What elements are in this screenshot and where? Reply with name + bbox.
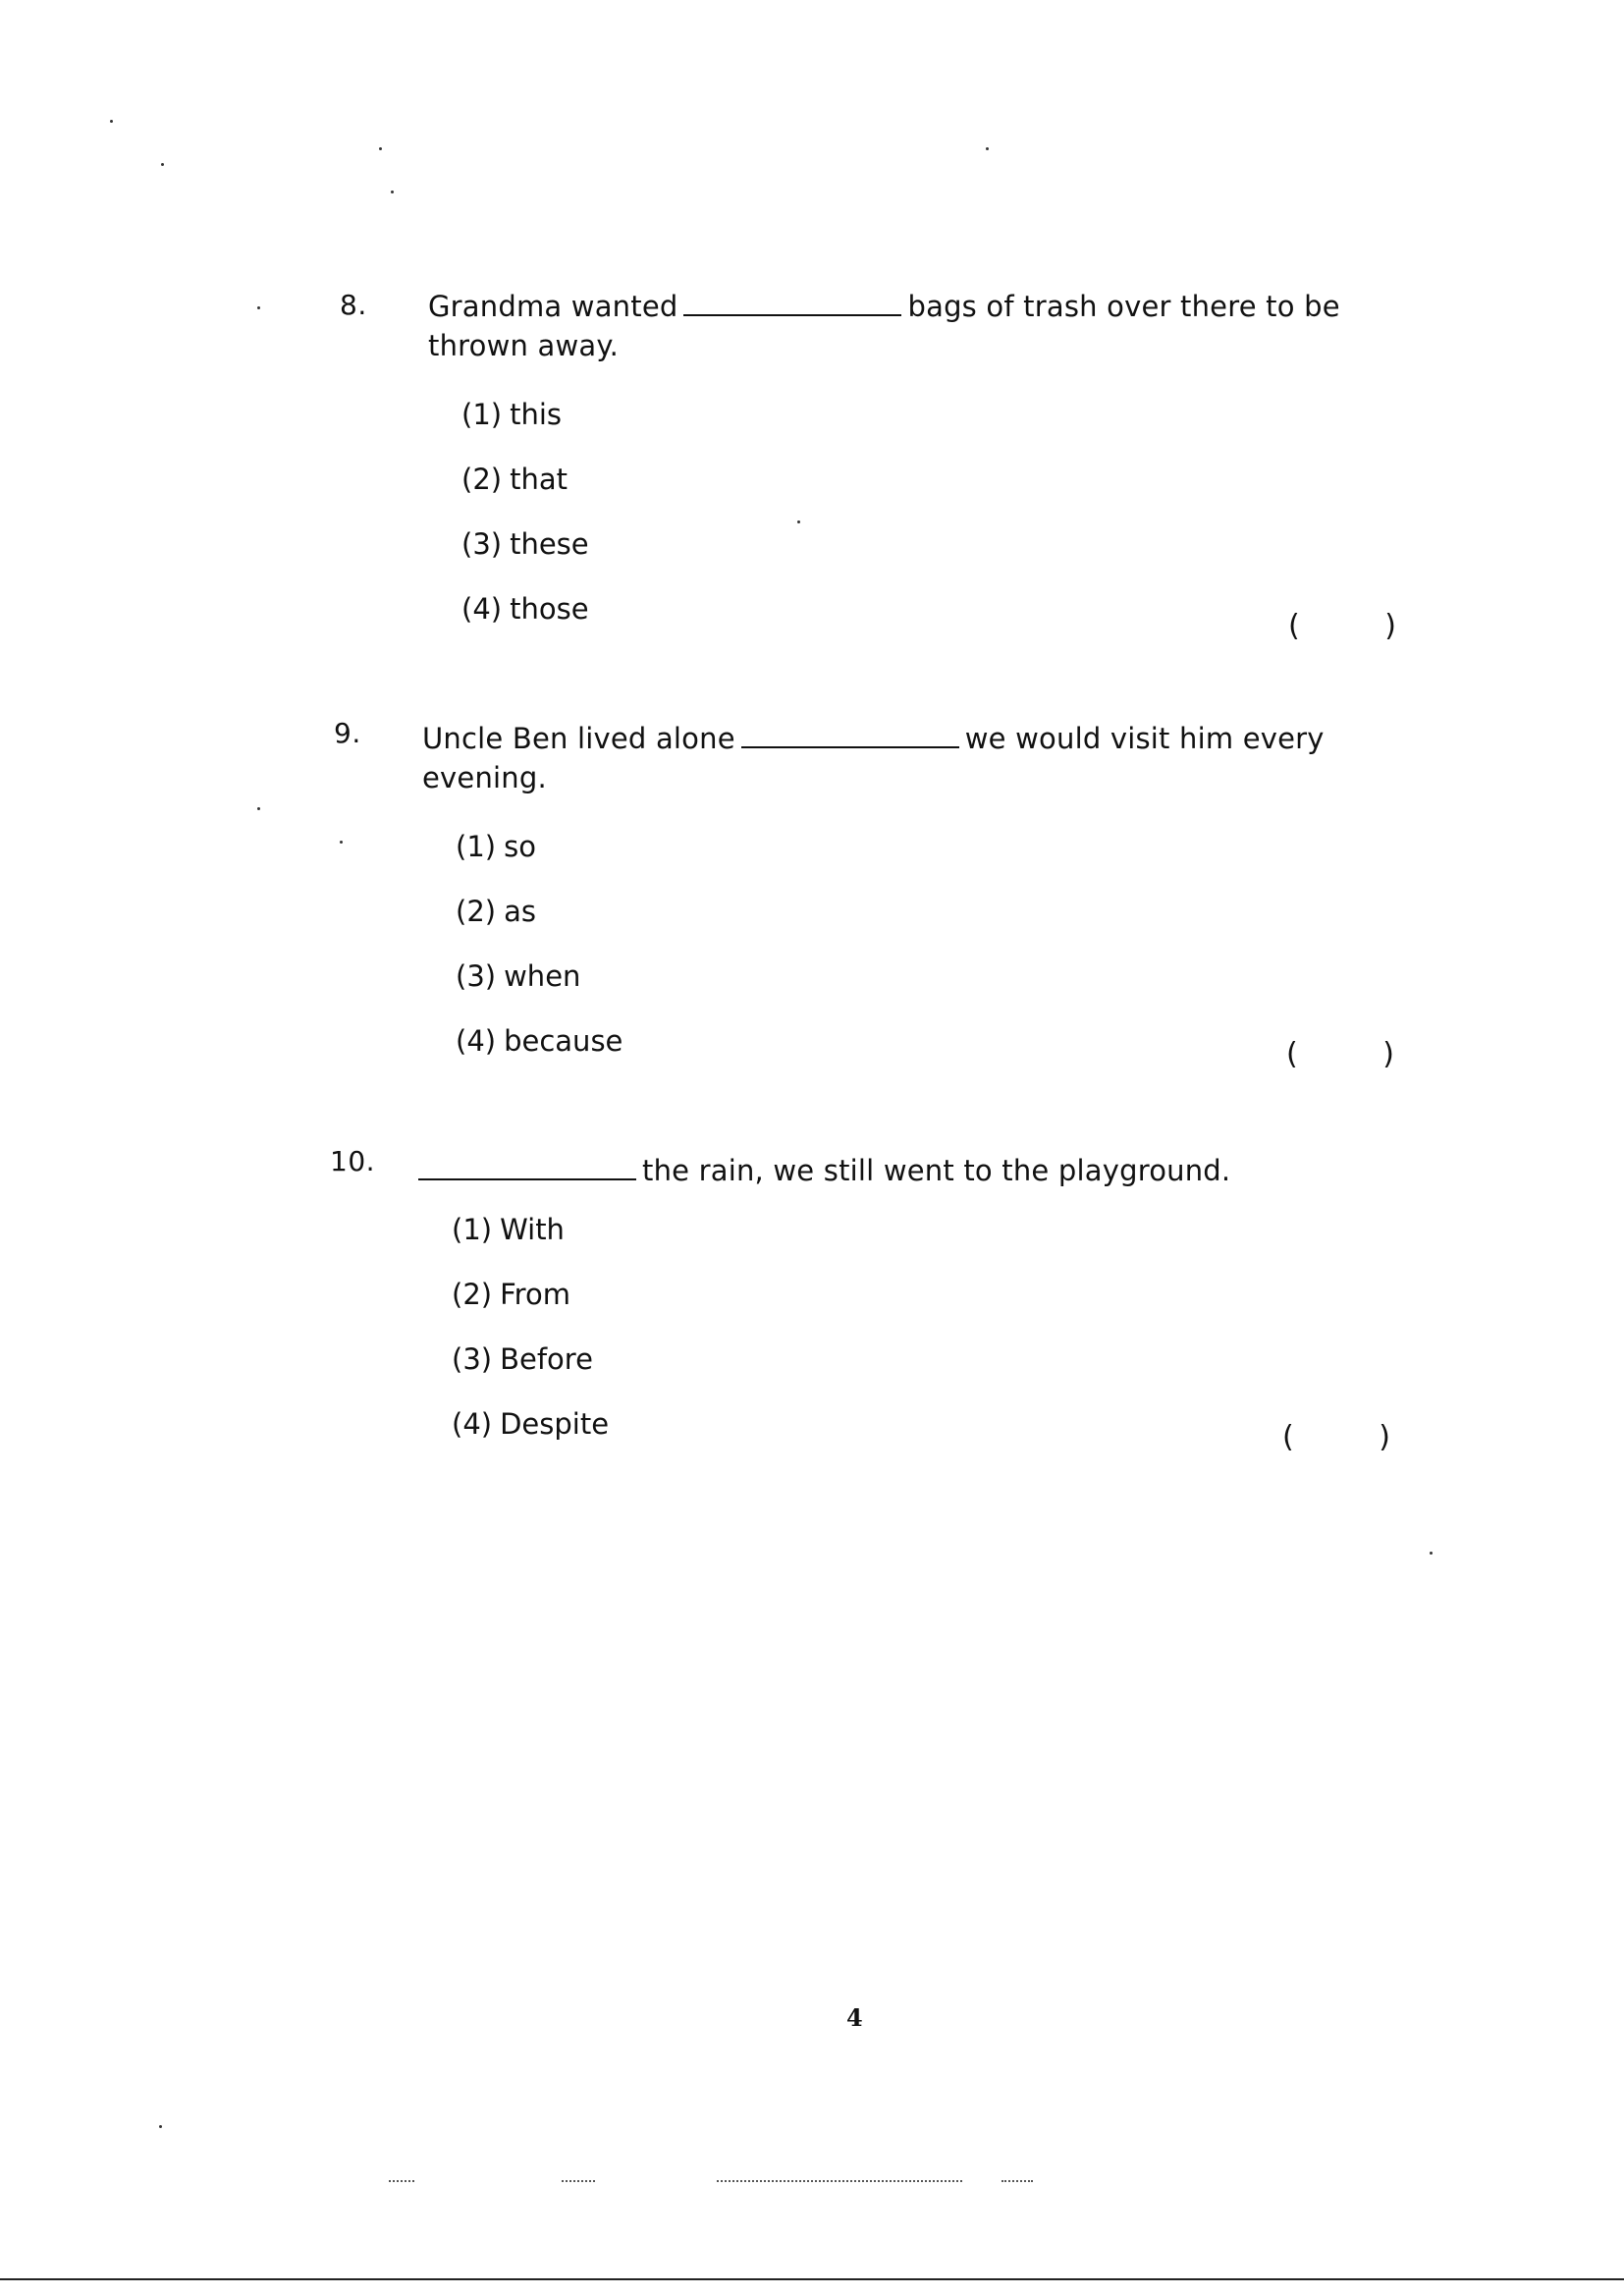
option-2[interactable] (452, 1275, 609, 1339)
scan-speck (257, 306, 260, 309)
scan-speck (159, 2125, 162, 2128)
option-text: this (510, 398, 563, 431)
scan-speck (379, 147, 382, 150)
option-list (461, 395, 589, 654)
answer-box-open-paren: ( (1282, 1420, 1294, 1454)
question-number: 10. (330, 1145, 376, 1177)
option-3[interactable] (456, 957, 623, 1021)
stem-text-after: the rain, we still went to the playground. (642, 1154, 1231, 1187)
stem-text-before: Uncle Ben lived alone (422, 722, 735, 755)
option-text: With (500, 1213, 565, 1246)
stem-text-after: we would visit him every (964, 722, 1325, 755)
option-1[interactable] (456, 827, 623, 892)
option-4[interactable] (456, 1021, 623, 1086)
option-text: so (504, 830, 536, 863)
scan-speck (161, 163, 164, 166)
option-list (452, 1210, 609, 1469)
option-text: these (510, 527, 589, 561)
scan-dash-mark (717, 2180, 962, 2184)
option-number: (2) (456, 895, 497, 928)
answer-box-open-paren: ( (1288, 609, 1300, 643)
option-list (456, 827, 623, 1086)
option-number: (1) (452, 1213, 493, 1246)
question-number: 9. (334, 717, 361, 749)
option-number: (2) (461, 463, 503, 496)
option-2[interactable] (461, 460, 589, 524)
question-stem (428, 287, 1390, 365)
option-number: (4) (456, 1024, 497, 1058)
scan-dash-mark (389, 2180, 414, 2184)
answer-box-close-paren: ) (1384, 609, 1396, 643)
answer-box[interactable] (1282, 1420, 1390, 1459)
question-stem (422, 719, 1384, 797)
question-stem (418, 1151, 1400, 1190)
option-number: (4) (452, 1407, 493, 1441)
answer-blank (683, 297, 901, 316)
scan-speck (391, 191, 394, 193)
option-text: From (500, 1278, 570, 1311)
option-3[interactable] (461, 524, 589, 589)
option-number: (3) (461, 527, 503, 561)
scan-speck (257, 807, 260, 810)
option-text: those (510, 592, 589, 626)
answer-box[interactable] (1288, 609, 1396, 648)
option-number: (1) (461, 398, 503, 431)
scan-speck (986, 147, 989, 150)
answer-blank (418, 1161, 636, 1180)
option-number: (2) (452, 1278, 493, 1311)
scan-speck (340, 841, 343, 844)
option-text: when (504, 959, 581, 993)
stem-text-line2: evening. (422, 761, 547, 794)
stem-text-before: Grandma wanted (428, 290, 678, 323)
answer-blank (741, 729, 959, 748)
scan-speck (1430, 1552, 1433, 1555)
option-number: (3) (452, 1342, 493, 1376)
answer-box[interactable] (1286, 1037, 1394, 1076)
scan-speck (797, 520, 800, 523)
bottom-border-line (0, 2278, 1624, 2280)
option-text: Before (500, 1342, 593, 1376)
option-1[interactable] (452, 1210, 609, 1275)
scan-dash-mark (562, 2180, 595, 2184)
option-text: Despite (500, 1407, 610, 1441)
option-number: (4) (461, 592, 503, 626)
option-text: as (504, 895, 536, 928)
option-text: that (510, 463, 568, 496)
answer-box-open-paren: ( (1286, 1037, 1298, 1071)
option-number: (1) (456, 830, 497, 863)
scan-dash-mark (1001, 2180, 1033, 2184)
option-3[interactable] (452, 1339, 609, 1404)
option-1[interactable] (461, 395, 589, 460)
scan-speck (110, 120, 113, 123)
option-2[interactable] (456, 892, 623, 957)
stem-text-after: bags of trash over there to be (907, 290, 1340, 323)
answer-box-close-paren: ) (1379, 1420, 1390, 1454)
option-4[interactable] (461, 589, 589, 654)
stem-text-line2: thrown away. (428, 329, 620, 362)
option-4[interactable] (452, 1404, 609, 1469)
answer-box-close-paren: ) (1382, 1037, 1394, 1071)
option-number: (3) (456, 959, 497, 993)
question-number: 8. (340, 289, 367, 321)
option-text: because (504, 1024, 623, 1058)
page-number: 4 (846, 2003, 863, 2032)
